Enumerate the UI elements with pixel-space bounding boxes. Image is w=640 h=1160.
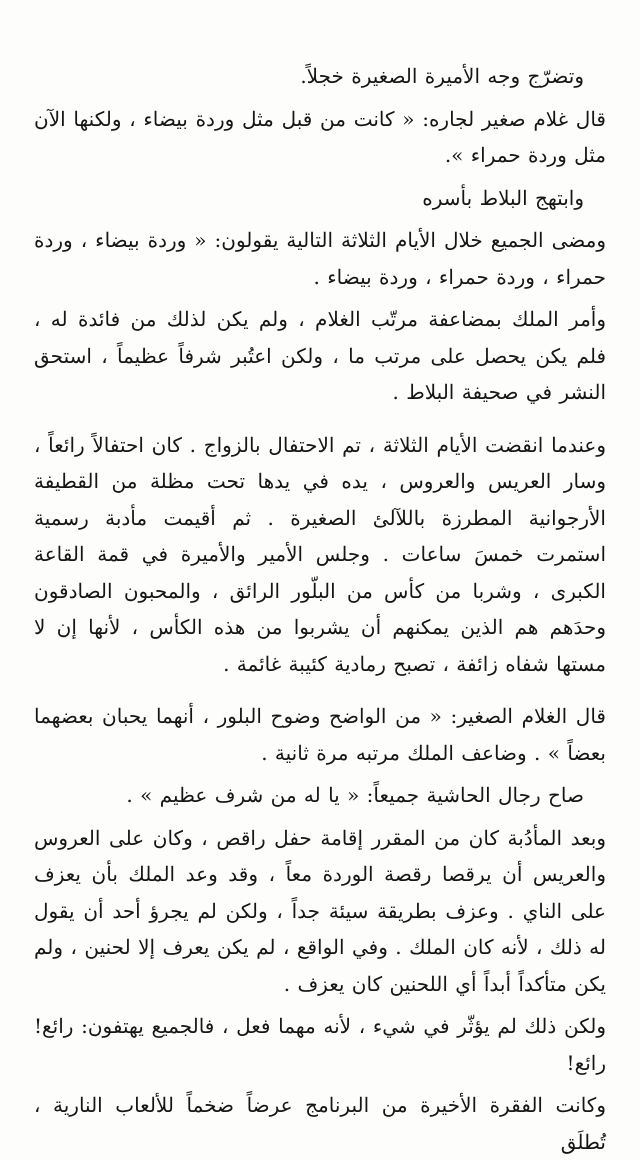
paragraph-4: ومضى الجميع خلال الأيام الثلاثة التالية يقولون: « وردة بيضاء ، وردة حمراء ، وردة حمراء ، وردة بيضاء .	[34, 228, 606, 289]
paragraph-1: وتضرّج وجه الأميرة الصغيرة خجلاً.	[300, 64, 584, 88]
paragraph-9: وبعد المأدُبة كان من المقرر إقامة حفل راقص ، وكان على العروس والعريس أن يرقصا رقصة الوردة معاً ، وقد وعد الملك بأن يعزف على الناي . وعزف بطريقة سيئة جداً ، ولكن لم يجرؤ أحد أن يقول له ذلك ، لأنه كان الملك . وفي الواقع ، لم يكن يعرف إلا لحنين ، ولم يكن متأكداً أبداً أي اللحنين كان يعزف .	[34, 825, 606, 996]
paragraph-6: وعندما انقضت الأيام الثلاثة ، تم الاحتفال بالزواج . كان احتفالاً رائعاً ، وسار العريس والعروس ، يده في يدها تحت مظلة من القطيفة الأرجوانية المطرزة باللآلئ الصغيرة . ثم أقيمت مأدبة رسمية استمرت خمسَ ساعات . وجلس الأمير والأميرة في قمة القاعة الكبرى ، وشربا من كأس من البلّور الرائق ، والمحبون الصادقون وحدَهم هم الذين يمكنهم أن يشربوا من هذه الكأس ، لأنها إن لا مستها شفاه زائفة ، تصبح رمادية كئيبة غائمة .	[34, 432, 607, 676]
paragraph-8: صاح رجال الحاشية جميعاً: « يا له من شرف عظيم » .	[126, 783, 584, 807]
paragraph-11: وكانت الفقرة الأخيرة من البرنامج عرضاً ضخماً للألعاب النارية ، تُطلَق	[34, 1093, 606, 1154]
paragraph-10: ولكن ذلك لم يؤثّر في شيء ، لأنه مهما فعل ، فالجميع يهتفون: رائع! رائع!	[34, 1014, 606, 1075]
paragraph-5: وأمر الملك بمضاعفة مرتّب الغلام ، ولم يكن لذلك من فائدة له ، فلم يكن يحصل على مرتب ما ، ولكن اعتُبر شرفاً عظيماً ، استحق النشر في صحيفة البلاط .	[34, 307, 606, 404]
paragraph-7: قال الغلام الصغير: « من الواضح وضوح البلور ، أنهما يحبان بعضهما بعضاً » . وضاعف الملك مرتبه مرة ثانية .	[34, 704, 606, 765]
paragraph-2: قال غلام صغير لجاره: « كانت من قبل مثل وردة بيضاء ، ولكنها الآن مثل وردة حمراء ».	[34, 106, 606, 167]
paragraph-3: وابتهج البلاط بأسره	[422, 185, 584, 210]
